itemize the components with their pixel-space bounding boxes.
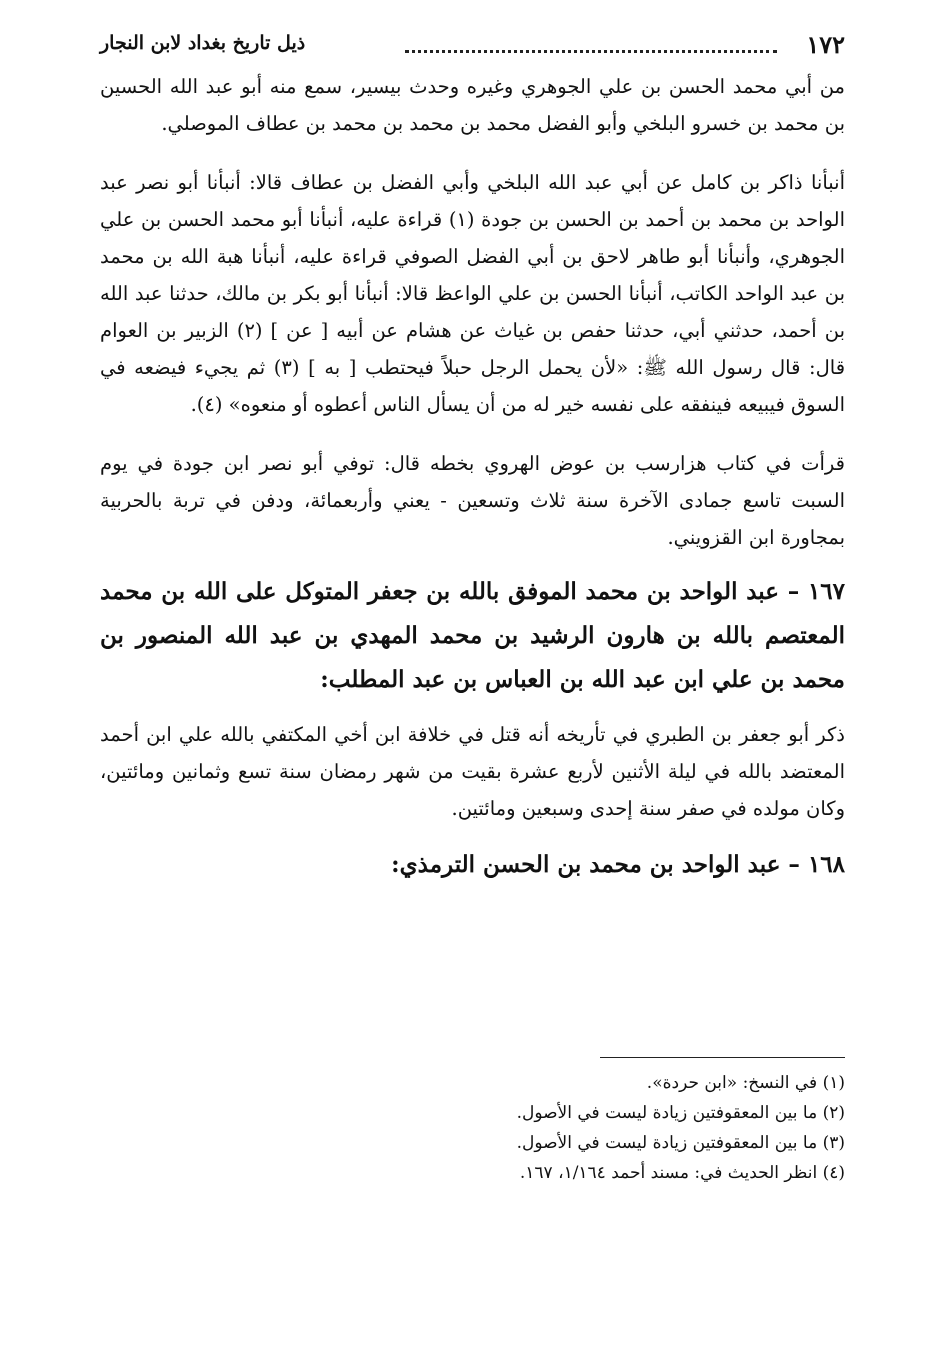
entry-text-167: ذكر أبو جعفر بن الطبري في تأريخه أنه قتل في خلافة ابن أخي المكتفي بالله علي ابن أحمد المعتضد بالله في ليلة الأثنين لأربع عشرة بقيت من شهر رمضان سنة تسع وثمانين ومائتين، وكان مولده في صفر سنة إحدى وسبعين ومائتين. [100, 723, 845, 820]
paragraph-continuation: من أبي محمد الحسن بن علي الجوهري وغيره وحدث بيسير، سمع منه أبو عبد الله الحسين بن محمد بن خسرو البلخي وأبو الفضل محمد بن محمد بن محمد بن عطاف الموصلي. [100, 75, 845, 135]
footnote: (١) في النسخ: «ابن حردة». [646, 1073, 845, 1093]
paragraph-death-note: قرأت في كتاب هزارسب بن عوض الهروي بخطه قال: توفي أبو نصر ابن جودة في يوم السبت تاسع جمادى الآخرة سنة ثلاث وتسعين - يعني وأربعمائة، ودفن في تربة بالحربية بمجاورة ابن القزويني. [100, 452, 845, 549]
running-title: ذيل تاريخ بغداد لابن النجار [100, 32, 306, 54]
page-number: ١٧٢ [806, 30, 845, 59]
footnote: (٤) انظر الحديث في: مسند أحمد ١/١٦٤، ١٦٧. [519, 1163, 845, 1183]
paragraph-hadith: أنبأنا ذاكر بن كامل عن أبي عبد الله البلخي وأبي الفضل بن عطاف قالا: أنبأنا أبو نصر عبد الواحد بن محمد بن أحمد بن الحسن بن جودة (١) قراءة عليه، أنبأنا أبو محمد الحسن بن علي الجوهري، وأنبأنا أبو طاهر لاحق بن أبي الفضل الصوفي قراءة عليه، أنبأنا هبة الله بن محمد بن عبد الواحد الكاتب، أنبأنا الحسن بن علي الواعظ قالا: أنبأنا أبو بكر بن مالك، حدثنا عبد الله بن أحمد، حدثني أبي، حدثنا حفص بن غياث عن هشام عن أبيه [ عن ] (٢) الزبير بن العوام قال: قال رسول الله ﷺ: «لأن يحمل الرجل حبلاً فيحتطب [ به ] (٣) ثم يجيء فيضعه في السوق فيبيعه فينفقه على نفسه خير له من أن يسأل الناس أعطوه أو منعوه» (٤). [100, 171, 846, 416]
entry-heading-168: ١٦٨ – عبد الواحد بن محمد بن الحسن الترمذي: [391, 851, 845, 878]
page-header [100, 30, 845, 60]
footnote-divider [600, 1057, 845, 1058]
entry-heading-167: ١٦٧ – عبد الواحد بن محمد الموفق بالله بن جعفر المتوكل على الله بن محمد المعتصم بالله بن هارون الرشيد بن محمد المهدي بن عبد الله المنصور بن محمد بن علي ابن عبد الله بن العباس بن عبد المطلب: [100, 578, 845, 693]
footnotes [100, 1068, 845, 1188]
footnote: (٣) ما بين المعقوفتين زيادة ليست في الأصول. [516, 1133, 845, 1153]
page-body [100, 68, 845, 887]
header-dotted-leader [405, 50, 777, 53]
footnote: (٢) ما بين المعقوفتين زيادة ليست في الأصول. [516, 1103, 845, 1123]
